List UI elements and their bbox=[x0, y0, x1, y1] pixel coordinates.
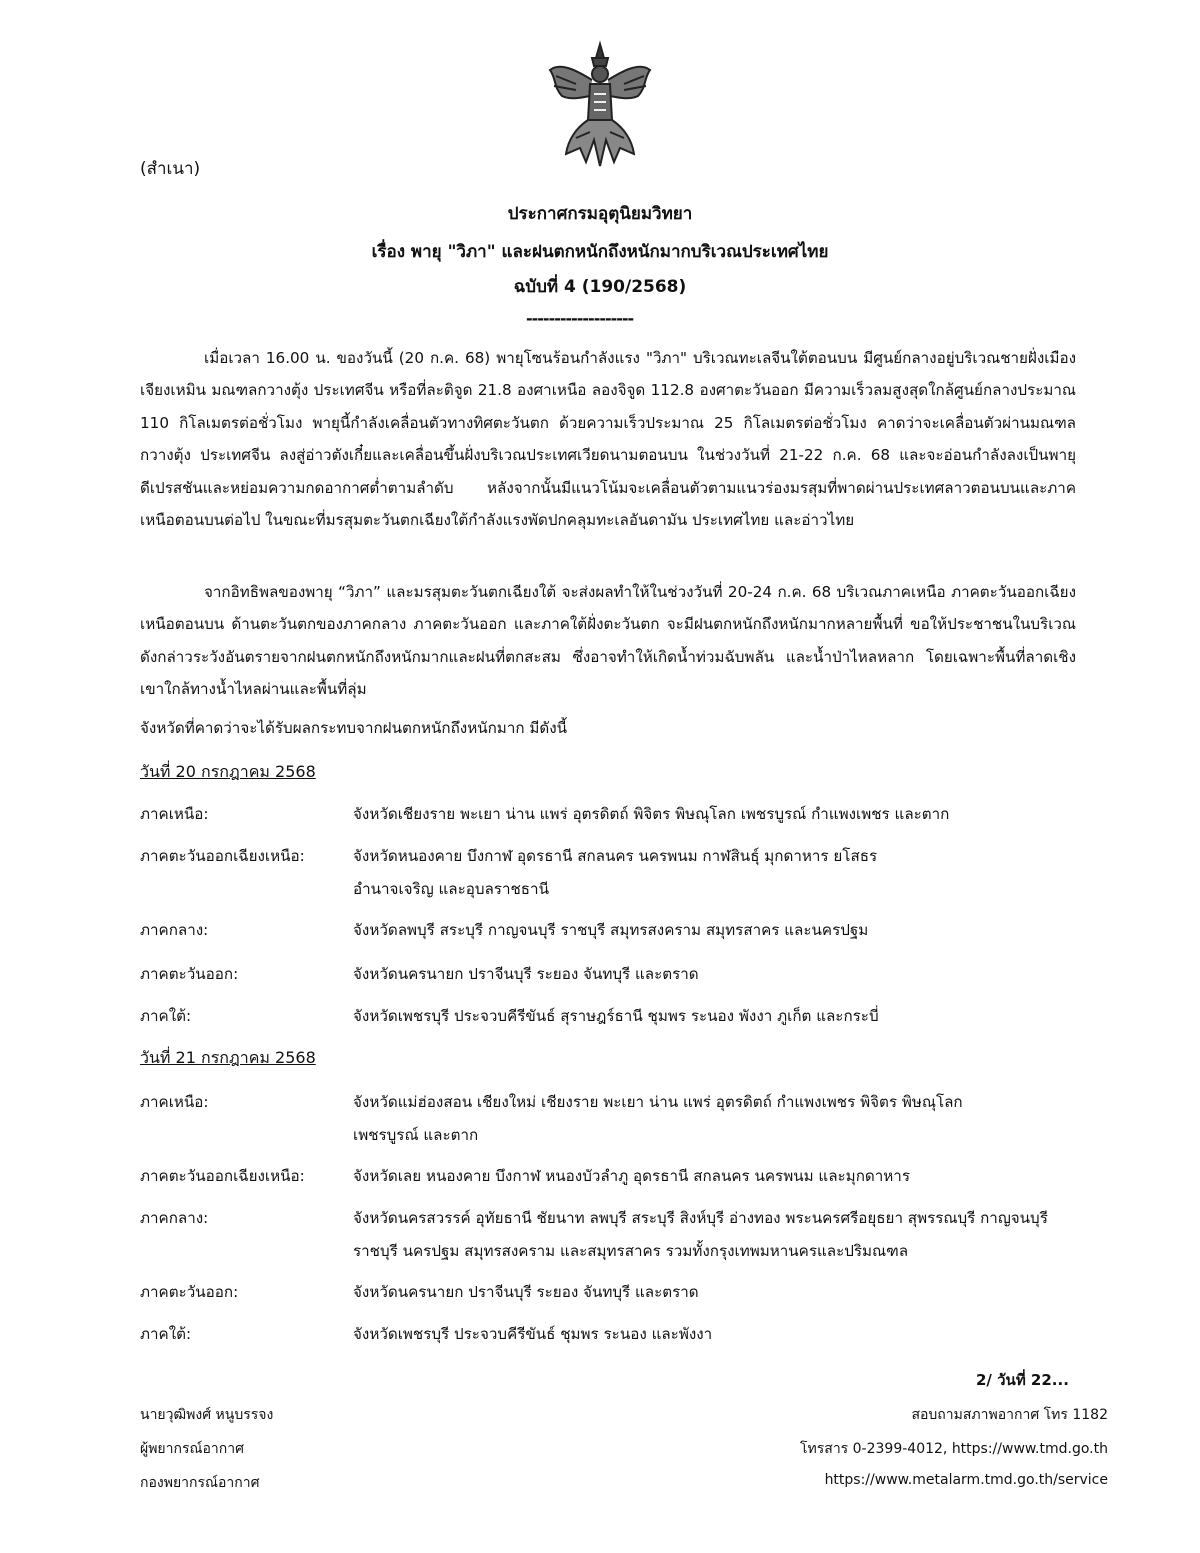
garuda-emblem-icon bbox=[546, 40, 654, 168]
announcement-subject: เรื่อง พายุ "วิภา" และฝนตกหนักถึงหนักมากบริเวณประเทศไทย bbox=[371, 242, 829, 262]
region-provinces: จังหวัดหนองคาย บึงกาฬ อุดรธานี สกลนคร นครพนม กาฬสินธุ์ มุกดาหาร ยโสธร อำนาจเจริญ และอุบลราชธานี bbox=[353, 847, 878, 898]
region-label: ภาคตะวันออก: bbox=[140, 1283, 239, 1301]
affected-provinces-intro: จังหวัดที่คาดว่าจะได้รับผลกระทบจากฝนตกหนักถึงหนักมาก มีดังนี้ bbox=[140, 719, 568, 737]
contact-service-url: https://www.metalarm.tmd.go.th/service bbox=[824, 1472, 1108, 1488]
announcement-title: ประกาศกรมอุตุนิยมวิทยา bbox=[507, 204, 693, 224]
region-provinces: จังหวัดลพบุรี สระบุรี กาญจนบุรี ราชบุรี สมุทรสงคราม สมุทรสาคร และนครปฐม bbox=[353, 921, 869, 939]
contact-fax-web: โทรสาร 0-2399-4012, https://www.tmd.go.th bbox=[800, 1441, 1108, 1457]
region-label: ภาคตะวันออกเฉียงเหนือ: bbox=[140, 1167, 305, 1185]
region-label: ภาคกลาง: bbox=[140, 1209, 209, 1227]
region-provinces: จังหวัดเพชรบุรี ประจวบคีรีขันธ์ สุราษฎร์ธานี ชุมพร ระนอง พังงา ภูเก็ต และกระบี่ bbox=[353, 1007, 879, 1025]
impact-warning-text: จากอิทธิพลของพายุ “วิภา” และมรสุมตะวันตกเฉียงใต้ จะส่งผลทำให้ในช่วงวันที่ 20-24 ก.ค. 68 บริเวณภาคเหนือ ภาคตะวันออกเฉียงเหนือตอนบน ด้านตะวันตกของภาคกลาง ภาคตะวันออก และภาคใต้ฝั่งตะวันตก จะมีฝนตกหนักถึงหนักมากหลายพื้นที่ ขอให้ประชาชนในบริเวณดังกล่าวระวังอันตรายจากฝนตกหนักถึงหนักมากและฝนที่ตกสะสม ซึ่งอาจทำให้เกิดน้ำท่วมฉับพลัน และน้ำป่าไหลหลาก โดยเฉพาะพื้นที่ลาดเชิงเขาใกล้ทางน้ำไหลผ่านและพื้นที่ลุ่ม bbox=[140, 583, 1076, 699]
announcement-issue-number: ฉบับที่ 4 (190/2568) bbox=[513, 277, 687, 297]
next-page-marker: 2/ วันที่ 22... bbox=[976, 1371, 1069, 1389]
region-label: ภาคตะวันออก: bbox=[140, 965, 239, 983]
day-heading: วันที่ 20 กรกฎาคม 2568 bbox=[140, 762, 316, 781]
region-label: ภาคตะวันออกเฉียงเหนือ: bbox=[140, 847, 305, 865]
region-label: ภาคเหนือ: bbox=[140, 1093, 209, 1111]
region-label: ภาคกลาง: bbox=[140, 921, 209, 939]
region-provinces: จังหวัดเลย หนองคาย บึงกาฬ หนองบัวลำภู อุดรธานี สกลนคร นครพนม และมุกดาหาร bbox=[353, 1167, 910, 1185]
region-label: ภาคเหนือ: bbox=[140, 805, 209, 823]
region-provinces: จังหวัดแม่ฮ่องสอน เชียงใหม่ เชียงราย พะเยา น่าน แพร่ อุตรดิตถ์ กำแพงเพชร พิจิตร พิษณุโลก เพชรบูรณ์ และตาก bbox=[353, 1093, 963, 1144]
impact-warning-paragraph bbox=[140, 576, 1076, 706]
signatory-unit: กองพยากรณ์อากาศ bbox=[140, 1475, 260, 1491]
copy-mark: (สำเนา) bbox=[140, 159, 201, 179]
signatory-name: นายวุฒิพงศ์ หนูบรรจง bbox=[140, 1407, 274, 1423]
signatory-title: ผู้พยากรณ์อากาศ bbox=[140, 1441, 244, 1457]
region-label: ภาคใต้: bbox=[140, 1325, 192, 1343]
contact-phone: สอบถามสภาพอากาศ โทร 1182 bbox=[911, 1407, 1108, 1423]
storm-status-paragraph bbox=[140, 342, 1076, 536]
region-provinces: จังหวัดเชียงราย พะเยา น่าน แพร่ อุตรดิตถ์ พิจิตร พิษณุโลก เพชรบูรณ์ กำแพงเพชร และตาก bbox=[353, 805, 950, 823]
region-label: ภาคใต้: bbox=[140, 1007, 192, 1025]
region-provinces: จังหวัดนครสวรรค์ อุทัยธานี ชัยนาท ลพบุรี สระบุรี สิงห์บุรี อ่างทอง พระนครศรีอยุธยา สุพรรณบุรี กาญจนบุรี ราชบุรี นครปฐม สมุทรสงคราม และสมุทรสาคร รวมทั้งกรุงเทพมหานครและปริมณฑล bbox=[353, 1209, 1048, 1260]
storm-status-text: เมื่อเวลา 16.00 น. ของวันนี้ (20 ก.ค. 68) พายุโซนร้อนกำลังแรง "วิภา" บริเวณทะเลจีนใต้ตอนบน มีศูนย์กลางอยู่บริเวณชายฝั่งเมืองเจียงเหมิน มณฑลกวางตุ้ง ประเทศจีน หรือที่ละติจูด 21.8 องศาเหนือ ลองจิจูด 112.8 องศาตะวันออก มีความเร็วลมสูงสุดใกล้ศูนย์กลางประมาณ 110 กิโลเมตรต่อชั่วโมง พายุนี้กำลังเคลื่อนตัวทางทิศตะวันตก ด้วยความเร็วประมาณ 25 กิโลเมตรต่อชั่วโมง คาดว่าจะเคลื่อนตัวผ่านมณฑลกวางตุ้ง ประเทศจีน ลงสู่อ่าวตังเกี๋ยและเคลื่อนขึ้นฝั่งบริเวณประเทศเวียดนามตอนบน ในช่วงวันที่ 21-22 ก.ค. 68 และจะอ่อนกำลังลงเป็นพายุดีเปรสชันและหย่อมความกดอากาศต่ำตามลำดับ หลังจากนั้นมีแนวโน้มจะเคลื่อนตัวตามแนวร่องมรสุมที่พาดผ่านประเทศลาวตอนบนและภาคเหนือตอนบนต่อไป ในขณะที่มรสุมตะวันตกเฉียงใต้กำลังแรงพัดปกคลุมทะเลอันดามัน ประเทศไทย และอ่าวไทย bbox=[140, 349, 1076, 530]
day-heading: วันที่ 21 กรกฎาคม 2568 bbox=[140, 1048, 316, 1067]
title-divider: ------------------- bbox=[526, 309, 634, 328]
region-provinces: จังหวัดนครนายก ปราจีนบุรี ระยอง จันทบุรี และตราด bbox=[353, 965, 699, 983]
region-provinces: จังหวัดนครนายก ปราจีนบุรี ระยอง จันทบุรี และตราด bbox=[353, 1283, 699, 1301]
region-provinces: จังหวัดเพชรบุรี ประจวบคีรีขันธ์ ชุมพร ระนอง และพังงา bbox=[353, 1325, 713, 1343]
